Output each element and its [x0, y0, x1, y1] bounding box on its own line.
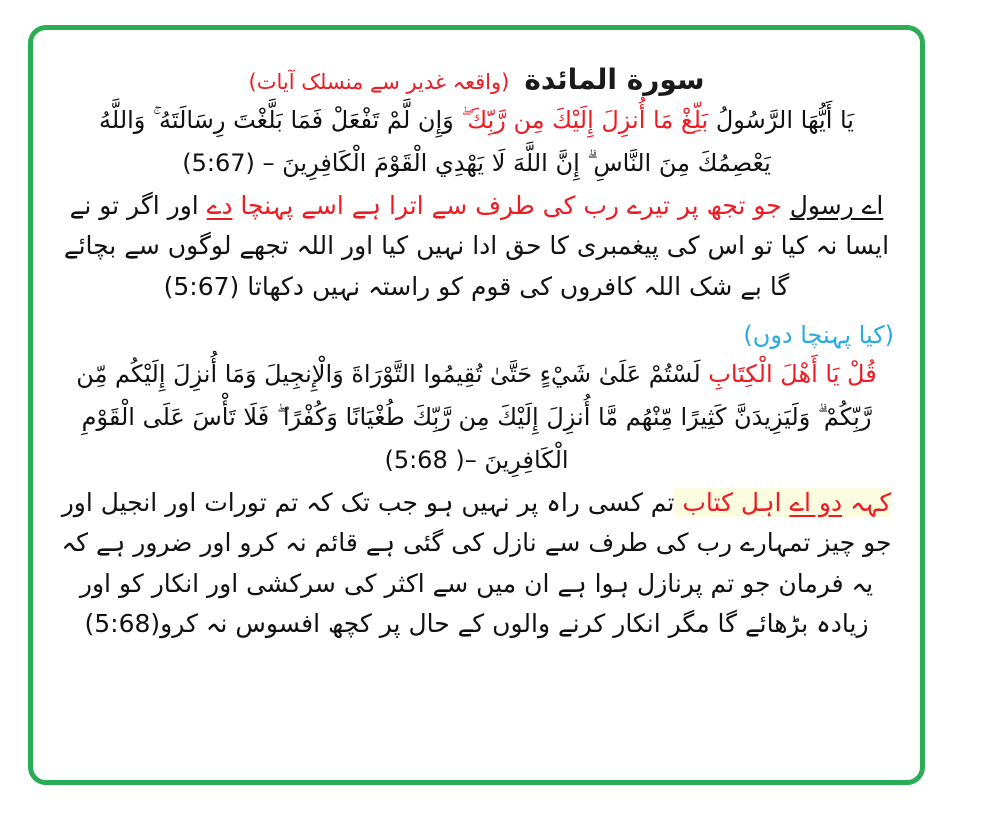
- arabic-verse-5-67: [59, 99, 894, 185]
- verse-5-68-red-segment: قُلْ يَا أَهْلَ الْكِتَابِ: [708, 360, 877, 389]
- translation-5-68-black-end: تم کسی راہ پر نہیں ہو جب تک کہ تم تورات اور انجیل اور جو چیز تمہارے رب کی طرف سے نازل کی گئی ہے قائم نہ کرو اور ضرور ہے کہ یہ فرمان جو تم پرنازل ہوا ہے ان میں سے اکثر کی سرکشی اور انکار کو اور زیادہ بڑھائے گا مگر انکار کرنے والوں کے حال پر کچھ افسوس نہ کرو(5:68): [61, 487, 892, 639]
- urdu-translation-5-67: [59, 186, 894, 308]
- arabic-verse-5-68: [59, 353, 894, 483]
- commentary-note: (کیا پہنچا دوں): [743, 321, 894, 350]
- green-border-frame: [28, 25, 925, 785]
- translation-5-67-red-segment: جو تجھ پر تیرے رب کی طرف سے اترا ہے اسے پہنچا: [232, 190, 782, 220]
- urdu-translation-5-68: [59, 483, 894, 645]
- translation-5-68-hl-start: کہہ: [842, 487, 892, 517]
- translation-5-68-highlight: [674, 488, 891, 517]
- verse-5-67-black-end: وَإِن لَّمْ تَفْعَلْ فَمَا بَلَّغْتَ رِسَالَتَهُ ۚ وَاللَّهُ يَعْصِمُكَ مِنَ النَّاسِ ۗ إِنَّ اللَّهَ لَا يَهْدِي الْقَوْمَ الْكَافِرِينَ – (5:67): [99, 106, 771, 178]
- verse-5-67-red-segment: بَلِّغْ مَا أُنزِلَ إِلَيْكَ مِن رَّبِّكَ ۖ: [461, 106, 709, 135]
- translation-5-67-underlined-start: اے رسول: [789, 190, 884, 220]
- translation-5-68-hl-underlined: دو اے: [789, 487, 843, 517]
- translation-5-68-hl-end: اہل کتاب: [674, 487, 790, 517]
- translation-5-67-red-underlined: دے: [206, 190, 233, 220]
- verse-5-68-black-end: لَسْتُمْ عَلَىٰ شَيْءٍ حَتَّىٰ تُقِيمُوا التَّوْرَاةَ وَالْإِنجِيلَ وَمَا أُنزِلَ إِلَيْكُم مِّن رَّبِّكُمْ ۗ وَلَيَزِيدَنَّ كَثِيرًا مِّنْهُم مَّا أُنزِلَ إِلَيْكَ مِن رَّبِّكَ طُغْيَانًا وَكُفْرًا ۖ فَلَا تَأْسَ عَلَى الْقَوْمِ الْكَافِرِينَ –( 5:68): [76, 360, 872, 475]
- page-title: سورة المائدة: [524, 63, 705, 96]
- translation-5-67-black-end: اور اگر تو نے ایسا نہ کیا تو اس کی پیغمبری کا حق ادا نہیں کیا اور اللہ تجھے لوگوں سے بچائے گا بے شک اللہ کافروں کی قوم کو راستہ نہیں دکھاتا (5:67): [63, 190, 890, 301]
- document-content: [33, 30, 920, 645]
- document-header: [59, 60, 894, 99]
- verse-5-67-black-start: يَا أَيُّهَا الرَّسُولُ: [708, 106, 854, 135]
- page-subtitle: (واقعہ غدیر سے منسلک آیات): [248, 70, 510, 94]
